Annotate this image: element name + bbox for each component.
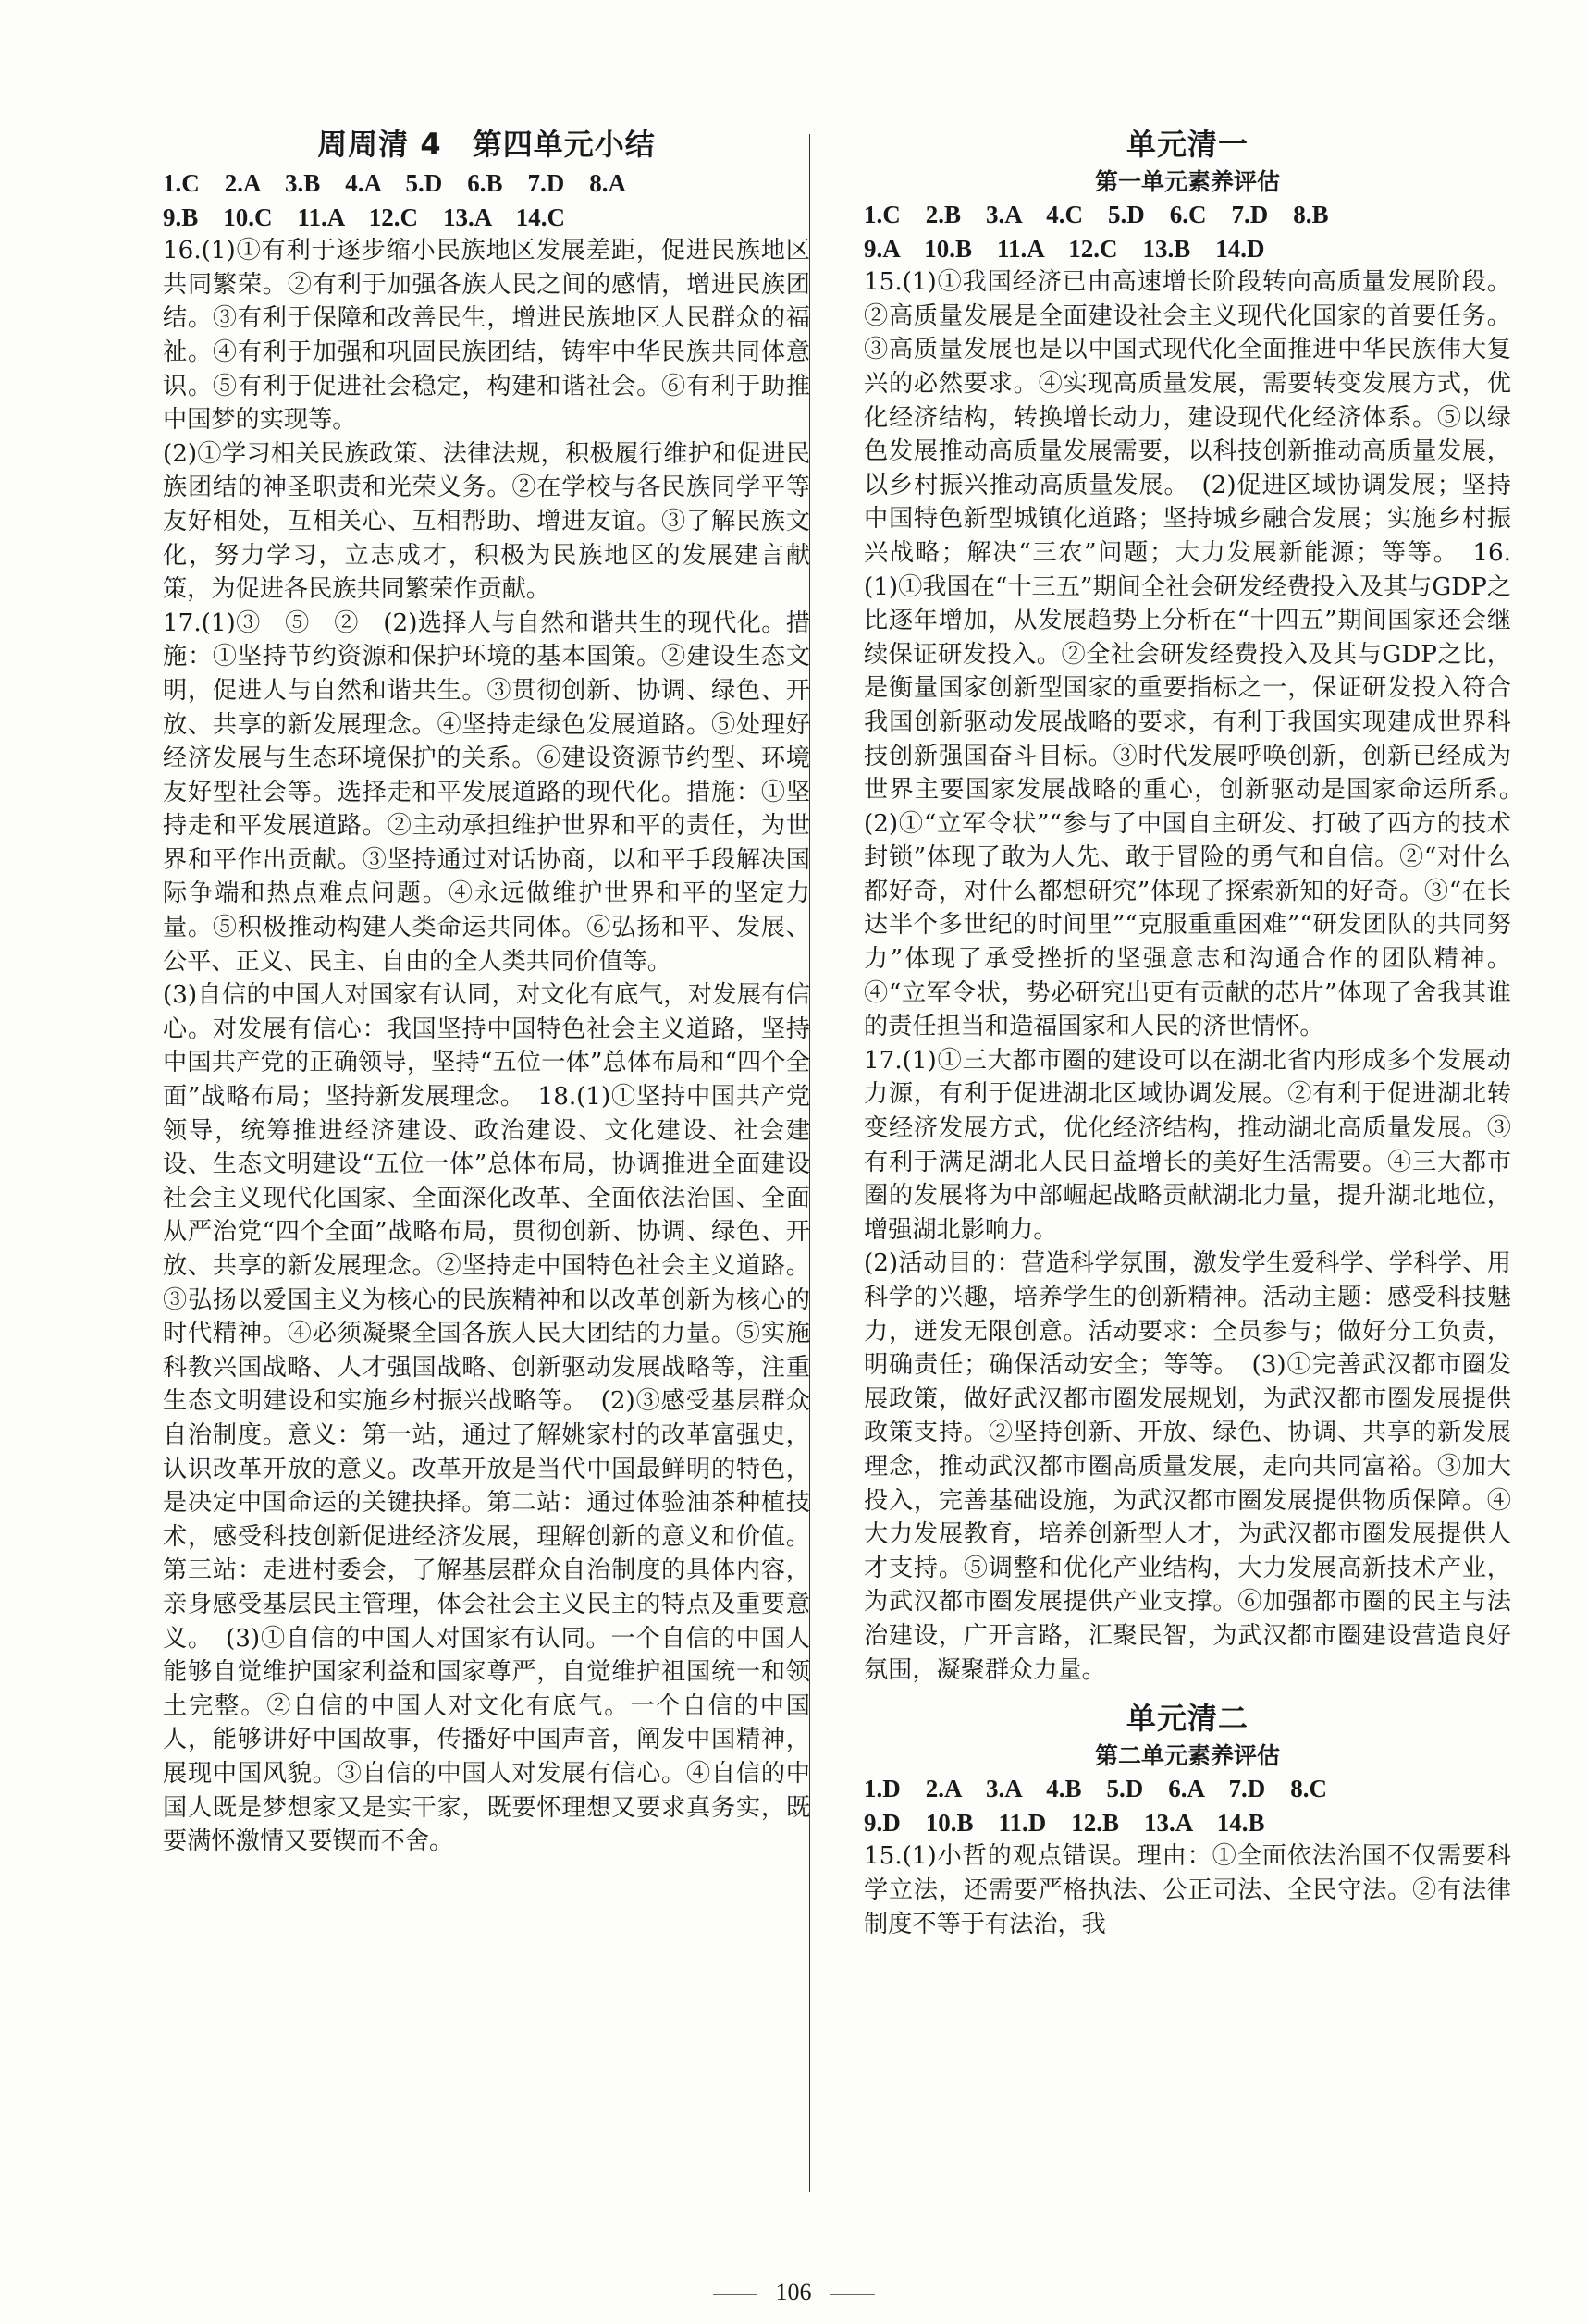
answer-paragraph: 17.(1)①三大都市圈的建设可以在湖北省内形成多个发展动力源，有利于促进湖北区域协调发展。②有利于促进湖北转变经济发展方式，优化经济结构，推动湖北高质量发展。③有利于满足湖北人民日益增长的美好生活需要。④三大都市圈的发展将为中部崛起战略贡献湖北力量，提升湖北地位，增强湖北影响力。	[864, 1046, 1511, 1244]
answer-key-line: 9.B 10.C 11.A 12.C 13.A 14.C	[163, 203, 566, 231]
answer-key-line: 1.C 2.B 3.A 4.C 5.D 6.C 7.D 8.B	[864, 201, 1329, 228]
answer-paragraph: 16.(1)①有利于逐步缩小民族地区发展差距，促进民族地区共同繁荣。②有利于加强各族人民之间的感情，增进民族团结。③有利于保障和改善民生，增进民族地区人民群众的福祉。④有利于加强和巩固民族团结，铸牢中华民族共同体意识。⑤有利于促进社会稳定，构建和谐社会。⑥有利于助推中国梦的实现等。	[163, 237, 810, 435]
column-divider	[809, 134, 810, 2192]
section-title-unit-1: 单元清一	[1126, 127, 1249, 162]
answer-paragraph: (3)自信的中国人对国家有认同，对文化有底气，对发展有信心。对发展有信心：我国坚持中国特色社会主义道路，坚持中国共产党的正确领导，坚持“五位一体”总体布局和“四个全面”战略布局；坚持新发展理念。 18.(1)①坚持中国共产党领导，统筹推进经济建设、政治建设、文化建设、社会建设、生态文明建设“五位一体”总体布局，协调推进全面建设社会主义现代化国家、全面深化改革、全面依法治国、全面从严治党“四个全面”战略布局，贯彻创新、协调、绿色、开放、共享的新发展理念。②坚持走中国特色社会主义道路。③弘扬以爱国主义为核心的民族精神和以改革创新为核心的时代精神。④必须凝聚全国各族人民大团结的力量。⑤实施科教兴国战略、人才强国战略、创新驱动发展战略等，注重生态文明建设和实施乡村振兴战略等。 (2)③感受基层群众自治制度。意义：第一站，通过了解姚家村的改革富强史，认识改革开放的意义。改革开放是当代中国最鲜明的特色，是决定中国命运的关键抉择。第二站：通过体验油茶种植技术，感受科技创新促进经济发展，理解创新的意义和价值。第三站：走进村委会，了解基层群众自治制度的具体内容，亲身感受基层民主管理，体会社会主义民主的特点及重要意义。 (3)①自信的中国人对国家有认同。一个自信的中国人能够自觉维护国家利益和国家尊严，自觉维护祖国统一和领土完整。②自信的中国人对文化有底气。一个自信的中国人，能够讲好中国故事，传播好中国声音，阐发中国精神，展现中国风貌。③自信的中国人对发展有信心。④自信的中国人既是梦想家又是实干家，既要怀理想又要求真务实，既要满怀激情又要锲而不舍。	[163, 981, 810, 1856]
answer-paragraph: 15.(1)①我国经济已由高速增长阶段转向高质量发展阶段。②高质量发展是全面建设社会主义现代化国家的首要任务。③高质量发展也是以中国式现代化全面推进中华民族伟大复兴的必然要求。④实现高质量发展，需要转变发展方式，优化经济结构，转换增长动力，建设现代化经济体系。⑤以绿色发展推动高质量发展需要，以科技创新推动高质量发展，以乡村振兴推动高质量发展。 (2)促进区域协调发展；坚持中国特色新型城镇化道路；坚持城乡融合发展；实施乡村振兴战略；解决“三农”问题；大力发展新能源；等等。 16.(1)①我国在“十三五”期间全社会研发经费投入及其与GDP之比逐年增加，从发展趋势上分析在“十四五”期间国家还会继续保证研发投入。②全社会研发经费投入及其与GDP之比，是衡量国家创新型国家的重要指标之一，保证研发投入符合我国创新驱动发展战略的要求，有利于我国实现建成世界科技创新强国奋斗目标。③时代发展呼唤创新，创新已经成为世界主要国家发展战略的重心，创新驱动是国家命运所系。 (2)①“立军令状”“参与了中国自主研发、打破了西方的技术封锁”体现了敢为人先、敢于冒险的勇气和自信。②“对什么都好奇，对什么都想研究”体现了探索新知的好奇。③“在长达半个多世纪的时间里”“克服重重困难”“研发团队的共同努力”体现了承受挫折的坚强意志和沟通合作的团队精神。④“立军令状，势必研究出更有贡献的芯片”体现了舍我其谁的责任担当和造福国家和人民的济世情怀。	[864, 268, 1536, 1041]
answer-paragraph: (2)①学习相关民族政策、法律法规，积极履行维护和促进民族团结的神圣职责和光荣义务。②在学校与各民族同学平等友好相处，互相关心、互相帮助、增进友谊。③了解民族文化，努力学习，立志成才，积极为民族地区的发展建言献策，为促进各民族共同繁荣作贡献。	[163, 439, 810, 604]
answer-key-line: 9.A 10.B 11.A 12.C 13.B 14.D	[864, 234, 1265, 263]
answer-paragraph: (2)活动目的：营造科学氛围，激发学生爱科学、学科学、用科学的兴趣，培养学生的创新精神。活动主题：感受科技魅力，迸发无限创意。活动要求：全员参与；做好分工负责，明确责任；确保活动安全；等等。 (3)①完善武汉都市圈发展政策，做好武汉都市圈发展规划，为武汉都市圈发展提供政策支持。②坚持创新、开放、绿色、协调、共享的新发展理念，推动武汉都市圈高质量发展，走向共同富裕。③加大投入，完善基础设施，为武汉都市圈发展提供物质保障。④大力发展教育，培养创新型人才，为武汉都市圈发展提供人才支持。⑤调整和优化产业结构，大力发展高新技术产业，为武汉都市圈发展提供产业支撑。⑥加强都市圈的民主与法治建设，广开言路，汇聚民智，为武汉都市圈建设营造良好氛围，凝聚群众力量。	[864, 1249, 1511, 1684]
section-title-unit-2: 单元清二	[1126, 1701, 1249, 1737]
section-subtitle-unit-1: 第一单元素养评估	[1094, 168, 1280, 195]
section-title-weekly-4: 周周清 4 第四单元小结	[317, 127, 656, 162]
footer-rule-left	[713, 2294, 757, 2295]
section-subtitle-unit-2: 第二单元素养评估	[1094, 1742, 1280, 1770]
right-column	[864, 113, 1536, 1941]
answer-key-line: 1.D 2.A 3.A 4.B 5.D 6.A 7.D 8.C	[864, 1775, 1328, 1803]
answer-paragraph: 15.(1)小哲的观点错误。理由：①全面依法治国不仅需要科学立法，还需要严格执法、公正司法、全民守法。②有法律制度不等于有法治，我	[864, 1842, 1511, 1938]
footer-rule-right	[830, 2294, 875, 2295]
answer-key-line: 1.C 2.A 3.B 4.A 5.D 6.B 7.D 8.A	[163, 169, 627, 197]
page-footer	[0, 2279, 1587, 2306]
answer-key-line: 9.D 10.B 11.D 12.B 13.A 14.B	[864, 1808, 1265, 1837]
answer-paragraph: 17.(1)③ ⑤ ② (2)选择人与自然和谐共生的现代化。措施：①坚持节约资源和保护环境的基本国策。②建设生态文明，促进人与自然和谐共生。③贯彻创新、协调、绿色、开放、共享的新发展理念。④坚持走绿色发展道路。⑤处理好经济发展与生态环境保护的关系。⑥建设资源节约型、环境友好型社会等。选择走和平发展道路的现代化。措施：①坚持走和平发展道路。②主动承担维护世界和平的责任，为世界和平作出贡献。③坚持通过对话协商，以和平手段解决国际争端和热点难点问题。④永远做维护世界和平的坚定力量。⑤积极推动构建人类命运共同体。⑥弘扬和平、发展、公平、正义、民主、自由的全人类共同价值等。	[163, 609, 810, 976]
left-column	[163, 113, 810, 1859]
page-number: 106	[775, 2279, 812, 2306]
